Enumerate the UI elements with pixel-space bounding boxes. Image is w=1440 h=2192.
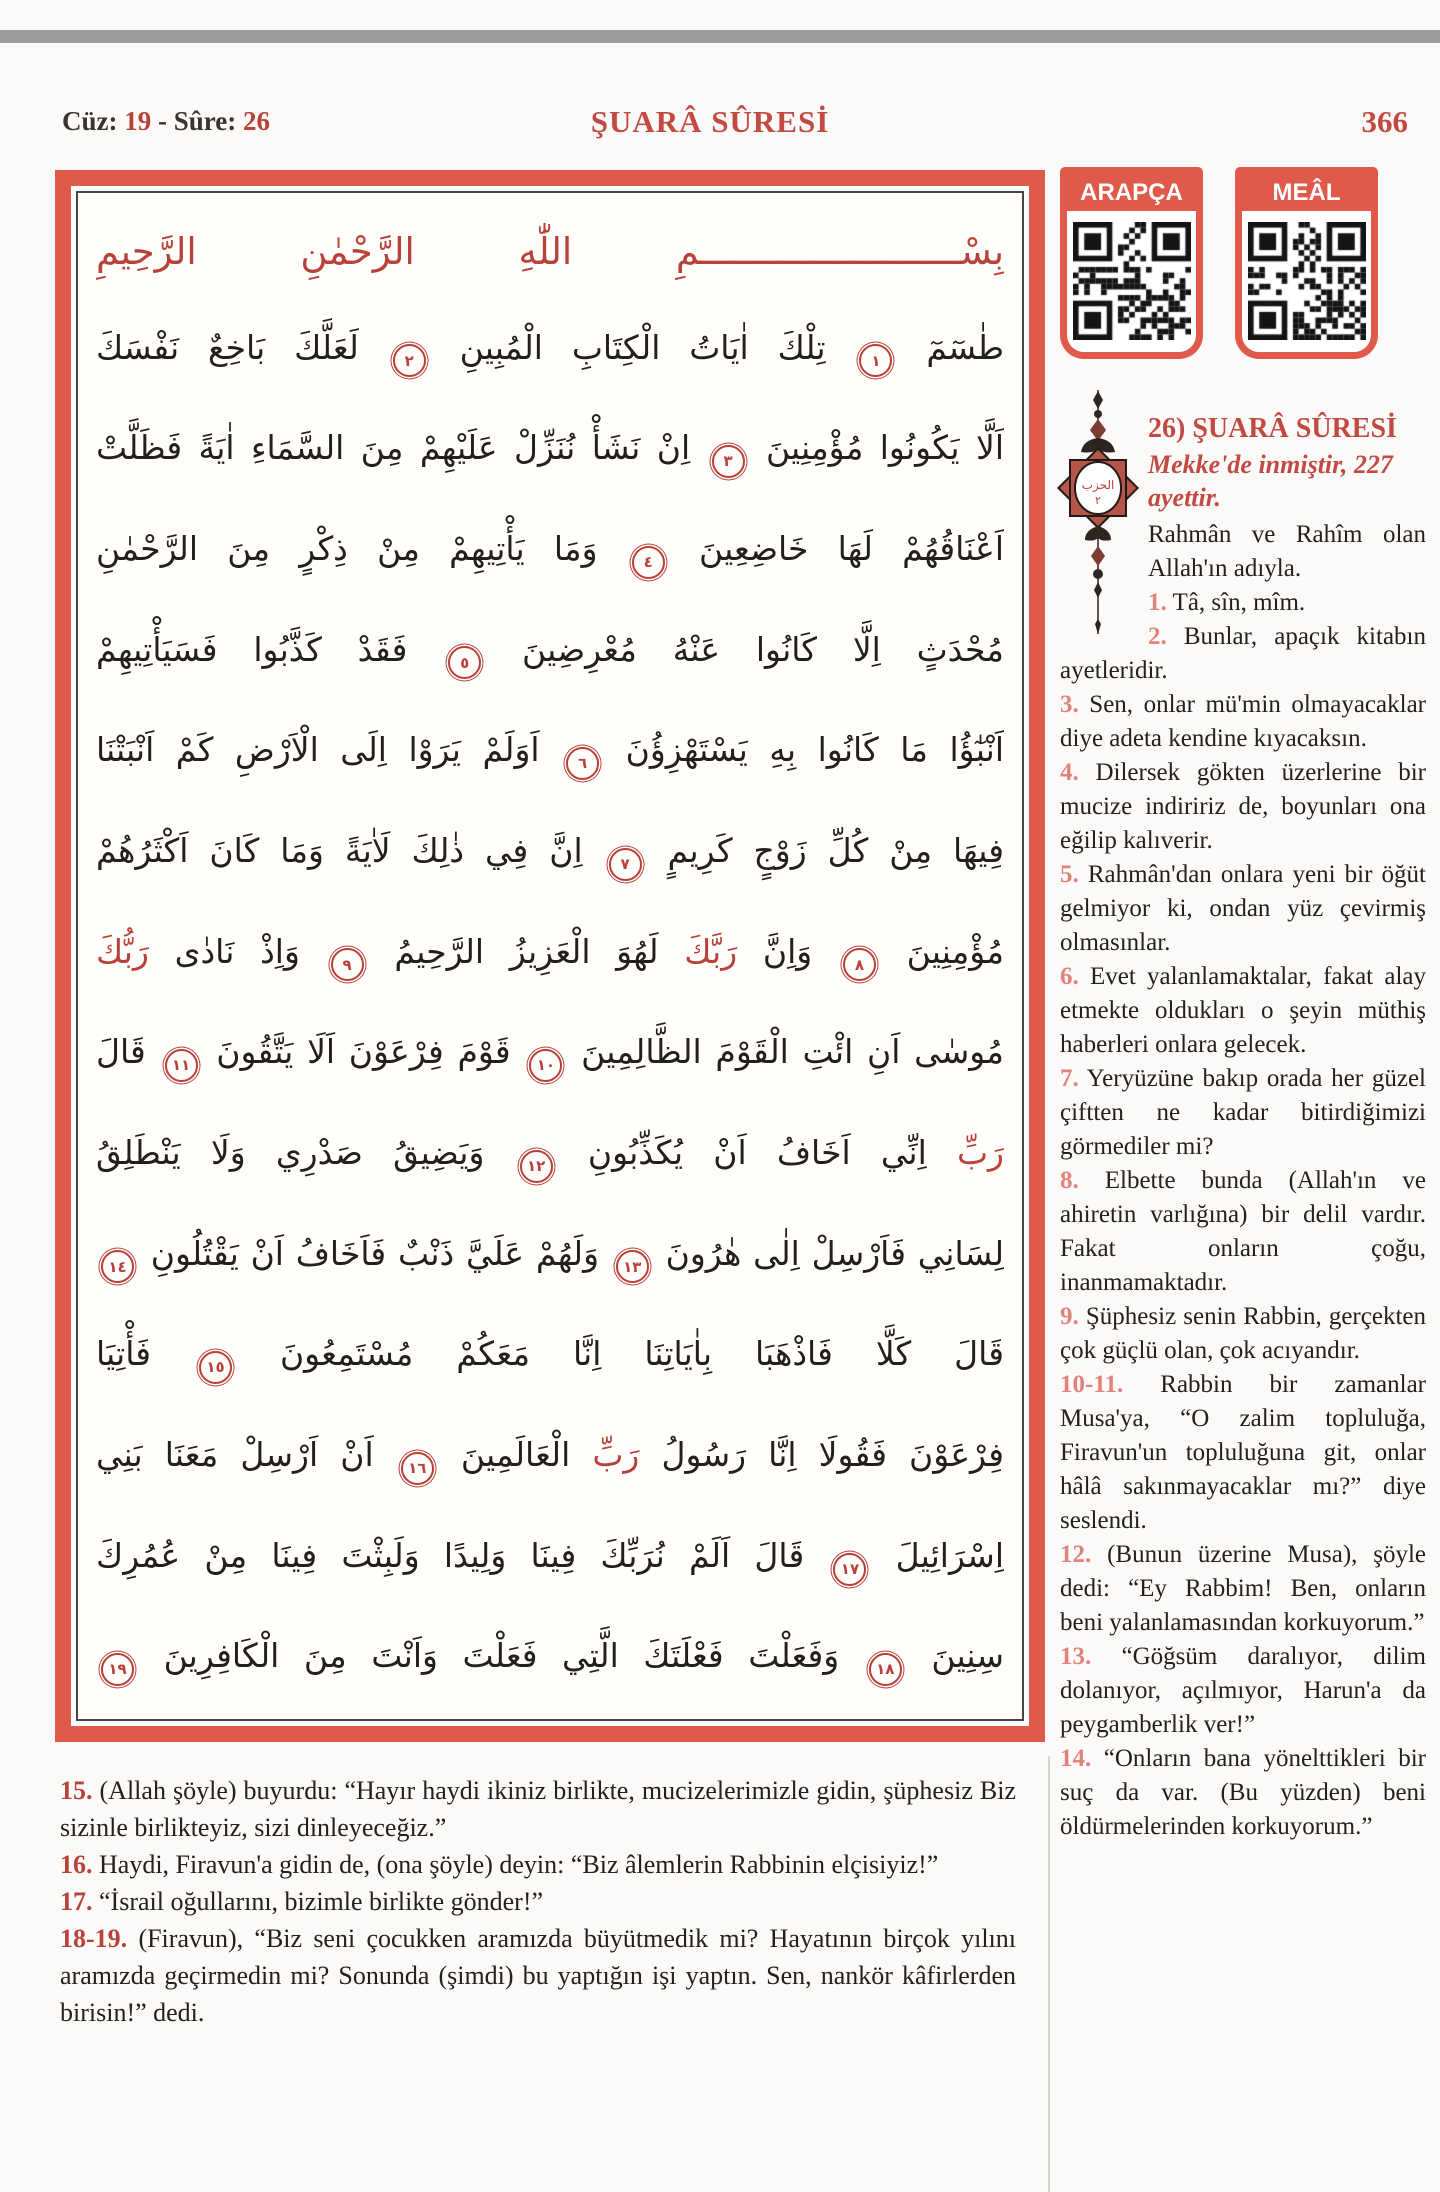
verse-number: 9. <box>1060 1303 1079 1330</box>
sure-value: 26 <box>243 106 271 136</box>
verse-number-marker: ٦ <box>566 747 599 780</box>
arabic-line-row <box>96 1510 1004 1611</box>
verse-number-marker: ١٠ <box>529 1049 562 1082</box>
translation-paragraph: 16. Haydi, Firavun'a gidin de, (ona şöyle) deyin: “Biz âlemlerin Rabbinin elçisiyiz!” <box>60 1850 939 1879</box>
translation-paragraph: 17. “İsrail oğullarını, bizimle birlikte gönder!” <box>60 1887 544 1916</box>
cuz-label: Cüz: <box>62 106 118 136</box>
translation-sidebar <box>1060 412 1426 1844</box>
verse-number-marker: ٧ <box>609 848 642 881</box>
translation-paragraph: 6. Evet yalanlamaktalar, fakat alay etmekte oldukları o şeyin müthiş haberleri onlara gelecek. <box>1060 963 1426 1058</box>
hizb-ornament-graphic <box>1054 386 1142 638</box>
arabic-text-segment: اَوَلَمْ يَرَوْا اِلَى الْاَرْضِ كَمْ اَنْبَتْنَا <box>96 730 540 770</box>
verse-number-marker: ٢ <box>393 344 426 377</box>
bottom-translation-block <box>60 1772 1016 2031</box>
sidebar-verse-list <box>1060 586 1426 1844</box>
arabic-line-row <box>96 1610 1004 1711</box>
arabic-line <box>96 1132 1004 1183</box>
qr-button-meal[interactable] <box>1235 167 1378 359</box>
hizb-medallion-text: الحزب <box>1081 478 1115 492</box>
arabic-text-segment: قَالَ <box>96 1032 146 1072</box>
translation-paragraph: 2. Bunlar, apaçık kitabın ayetleridir. <box>1060 623 1426 684</box>
quran-text-frame <box>55 170 1045 1742</box>
arabic-text-segment: وَلَهُمْ عَلَيَّ ذَنْبٌ فَاَخَافُ اَنْ يَقْتُلُونِ <box>150 1233 600 1273</box>
arabic-text-segment: مُؤْمِنِينَ <box>906 931 1004 971</box>
arabic-text-segment: مُوسٰى اَنِ ائْتِ الْقَوْمَ الظَّالِمِينَ <box>581 1032 1004 1072</box>
verse-number: 7. <box>1060 1065 1079 1092</box>
arabic-line-row <box>96 805 1004 906</box>
arabic-text-segment: فِرْعَوْنَ فَقُولَا اِنَّا رَسُولُ <box>661 1434 1004 1474</box>
arabic-text-segment: الْعَالَمِينَ <box>460 1434 571 1474</box>
arabic-line-row <box>96 604 1004 705</box>
verse-number: 5. <box>1060 861 1079 888</box>
verse-number-marker: ١٨ <box>869 1653 902 1686</box>
sidebar-bismillah: Rahmân ve Rahîm olan Allah'ın adıyla. <box>1148 521 1426 582</box>
arabic-line <box>96 427 1004 478</box>
arabic-text-segment: وَمَا يَأْتِيهِمْ مِنْ ذِكْرٍ مِنَ الرَّحْمٰنِ <box>96 528 598 568</box>
arabic-text-segment: سِنِينَ <box>931 1636 1004 1676</box>
verse-number-marker: ٨ <box>843 948 876 981</box>
header-separator: - <box>158 106 167 136</box>
verse-number-marker: ١٣ <box>616 1250 649 1283</box>
arabic-text-segment: رَبَّكَ <box>684 931 738 971</box>
verse-number-marker: ١٩ <box>101 1653 134 1686</box>
arabic-text-segment: اِنَّ فِي ذٰلِكَ لَاٰيَةً وَمَا كَانَ اَكْثَرُهُمْ <box>96 830 583 870</box>
verse-number: 3. <box>1060 691 1079 718</box>
arabic-text-segment: مُحْدَثٍ اِلَّا كَانُوا عَنْهُ مُعْرِضِينَ <box>522 629 1004 669</box>
qr-button-arapca-label: ARAPÇA <box>1067 174 1196 211</box>
arabic-line <box>96 327 1004 378</box>
arabic-text-segment: اَلَّا يَكُونُوا مُؤْمِنِينَ <box>765 428 1004 468</box>
translation-paragraph: 3. Sen, onlar mü'min olmayacaklar diye adeta kendine kıyacaksın. <box>1060 691 1426 752</box>
hizb-medallion-number: ٢ <box>1095 494 1101 507</box>
translation-paragraph: 13. “Göğsüm daralıyor, dilim dolanıyor, açılmıyor, Harun'a da peygamberlik ver!” <box>1060 1643 1426 1738</box>
arabic-text-segment: اِنْ نَشَأْ نُنَزِّلْ عَلَيْهِمْ مِنَ السَّمَاءِ اٰيَةً فَظَلَّتْ <box>96 428 691 468</box>
arabic-line <box>96 1333 1004 1384</box>
translation-paragraph: 5. Rahmân'dan onlara yeni bir öğüt gelmiyor ki, ondan yüz çevirmiş olmasınlar. <box>1060 861 1426 956</box>
arabic-text-segment: فَقَدْ كَذَّبُوا فَسَيَأْتِيهِمْ <box>96 629 408 669</box>
verse-number-marker: ١٤ <box>101 1250 134 1283</box>
verse-number: 2. <box>1148 623 1167 650</box>
top-divider-bar <box>0 30 1440 43</box>
verse-number-marker: ١٥ <box>199 1351 232 1384</box>
cuz-value: 19 <box>124 106 152 136</box>
qr-button-row <box>1060 167 1428 359</box>
arabic-text-segment: اِسْرَائِيلَ <box>895 1535 1004 1575</box>
sidebar-surah-heading: 26) ŞUARÂ SÛRESİ <box>1148 413 1397 444</box>
juz-sura-indicator <box>62 106 270 137</box>
arabic-line-row <box>96 1208 1004 1309</box>
arabic-text-segment: رَبِّ <box>956 1132 1004 1172</box>
arabic-text-segment: اِنِّي اَخَافُ اَنْ يُكَذِّبُونِ <box>587 1132 927 1172</box>
sidebar-surah-subtitle: Mekke'de inmiştir, 227 ayettir. <box>1148 450 1393 512</box>
arabic-line-row <box>96 1006 1004 1107</box>
arabic-line <box>96 1635 1004 1686</box>
arabic-text-segment: فَأْتِيَا <box>96 1334 152 1374</box>
translation-paragraph: 9. Şüphesiz senin Rabbin, gerçekten çok güçlü olan, çok acıyandır. <box>1060 1303 1426 1364</box>
meal-qr-code <box>1242 211 1371 351</box>
translation-paragraph: 1. Tâ, sîn, mîm. <box>1148 589 1306 616</box>
arabic-line-row <box>96 1409 1004 1510</box>
arabic-text-segment: قَالَ اَلَمْ نُرَبِّكَ فِينَا وَلِيدًا وَلَبِثْتَ فِينَا مِنْ عُمُرِكَ <box>96 1535 805 1575</box>
arabic-line <box>96 729 1004 780</box>
verse-number-marker: ٣ <box>712 445 745 478</box>
arapca-qr-code <box>1067 211 1196 351</box>
arabic-text-segment: لَعَلَّكَ بَاخِعٌ نَفْسَكَ <box>96 327 359 367</box>
quran-text-inner-border <box>76 191 1024 1721</box>
arabic-text-segment: فِيهَا مِنْ كُلِّ زَوْجٍ كَرِيمٍ <box>667 830 1004 870</box>
arabic-text-segment: اَنْبٰٓؤُا مَا كَانُوا بِهِ يَسْتَهْزِؤُنَ <box>625 730 1004 770</box>
verse-number: 8. <box>1060 1167 1079 1194</box>
verse-number-marker: ١ <box>859 344 892 377</box>
verse-number: 14. <box>1060 1745 1092 1772</box>
arabic-line <box>96 1031 1004 1082</box>
hizb-ornament <box>1054 386 1142 638</box>
page-title: ŞUARÂ SÛRESİ <box>590 104 830 139</box>
arabic-text-segment: رَبِّ <box>592 1434 640 1474</box>
verse-number-marker: ١٧ <box>833 1553 866 1586</box>
arabic-text-segment: اَعْنَاقُهُمْ لَهَا خَاضِعِينَ <box>698 528 1004 568</box>
verse-number: 15. <box>60 1776 93 1805</box>
arabic-text-segment: وَيَضِيقُ صَدْرِي وَلَا يَنْطَلِقُ <box>96 1132 485 1172</box>
translation-paragraph: 12. (Bunun üzerine Musa), şöyle dedi: “Ey Rabbim! Ben, onların beni yalanlamasından korkuyorum.” <box>1060 1541 1426 1636</box>
arabic-text-segment: وَفَعَلْتَ فَعْلَتَكَ الَّتِي فَعَلْتَ وَاَنْتَ مِنَ الْكَافِرِينَ <box>163 1636 840 1676</box>
arabic-line-row <box>96 402 1004 503</box>
verse-number-marker: ١٢ <box>520 1150 553 1183</box>
arabic-line <box>96 1233 1004 1284</box>
qr-button-arapca[interactable] <box>1060 167 1203 359</box>
arabic-text-segment: اَنْ اَرْسِلْ مَعَنَا بَنِي <box>96 1434 374 1474</box>
arabic-line-row <box>96 1107 1004 1208</box>
arabic-line-row <box>96 1308 1004 1409</box>
verse-number: 17. <box>60 1887 93 1916</box>
verse-number: 4. <box>1060 759 1079 786</box>
verse-number-marker: ٤ <box>632 546 665 579</box>
sure-label: Sûre: <box>173 106 237 136</box>
arabic-line-row <box>96 503 1004 604</box>
arabic-verse-lines <box>96 201 1004 1711</box>
arabic-line <box>96 629 1004 680</box>
arabic-line-row <box>96 302 1004 403</box>
verse-number: 12. <box>1060 1541 1092 1568</box>
arabic-line <box>96 1434 1004 1485</box>
translation-paragraph: 7. Yeryüzüne bakıp orada her güzel çiftten ne kadar bitirdiğimizi görmediler mi? <box>1060 1065 1426 1160</box>
arabic-line <box>96 1535 1004 1586</box>
page-number: 366 <box>1361 104 1408 139</box>
arabic-line <box>96 528 1004 579</box>
basmala-line: بِسْــــــــــــــــــــــــمِ اللّٰهِ الرَّحْمٰنِ الرَّحِيمِ <box>96 229 1004 273</box>
arabic-text-segment: وَاِذْ نَادٰى <box>174 931 300 971</box>
column-divider <box>1048 1756 1050 2192</box>
arabic-line <box>96 830 1004 881</box>
verse-number: 1. <box>1148 589 1167 616</box>
arabic-text-segment: قَوْمَ فِرْعَوْنَ اَلَا يَتَّقُونَ <box>216 1032 511 1072</box>
translation-paragraph: 10-11. Rabbin bir zamanlar Musa'ya, “O zalim topluluğa, Firavun'un topluluğuna git, onlar hâlâ sakınmayacaklar mı?” diye seslendi. <box>1060 1371 1426 1534</box>
arabic-text-segment: تِلْكَ اٰيَاتُ الْكِتَابِ الْمُبِينِ <box>459 327 826 367</box>
translation-paragraph: 8. Elbette bunda (Allah'ın ve ahiretin varlığına) bir delil vardır. Fakat onların çoğu, inanmamaktadır. <box>1060 1167 1426 1296</box>
arabic-line-row <box>96 704 1004 805</box>
qr-button-meal-label: MEÂL <box>1242 174 1371 211</box>
arabic-text-segment: لِسَانِي فَاَرْسِلْ اِلٰى هٰرُونَ <box>665 1233 1004 1273</box>
verse-number: 18-19. <box>60 1924 128 1953</box>
arabic-text-segment: لَهُوَ الْعَزِيزُ الرَّحِيمُ <box>394 931 659 971</box>
translation-paragraph: 18-19. (Firavun), “Biz seni çocukken aramızda büyütmedik mi? Hayatının birçok yılını aramızda geçirmedin mi? Sonunda (şimdi) bu yaptığın işi yaptın. Sen, nankör kâfirlerden birisin!” dedi. <box>60 1924 1016 2027</box>
basmala-row <box>96 201 1004 302</box>
arabic-text-segment: رَبُّكَ <box>96 931 149 971</box>
arabic-text-segment: وَاِنَّ <box>762 931 813 971</box>
arabic-line-row <box>96 906 1004 1007</box>
verse-number: 16. <box>60 1850 93 1879</box>
verse-number-marker: ٥ <box>448 646 481 679</box>
verse-number: 6. <box>1060 963 1079 990</box>
verse-number: 13. <box>1060 1643 1092 1670</box>
arabic-line <box>96 931 1004 982</box>
verse-number-marker: ١١ <box>165 1049 198 1082</box>
verse-number-marker: ١٦ <box>401 1452 434 1485</box>
arabic-text-segment: قَالَ كَلَّا فَاذْهَبَا بِاٰيَاتِنَا اِنَّا مَعَكُمْ مُسْتَمِعُونَ <box>279 1334 1004 1374</box>
verse-number: 10-11. <box>1060 1371 1124 1398</box>
translation-paragraph: 14. “Onların bana yönelttikleri bir suç da var. (Bu yüzden) beni öldürmelerinden korkuyorum.” <box>1060 1745 1426 1840</box>
verse-number-marker: ٩ <box>331 948 364 981</box>
translation-paragraph: 4. Dilersek gökten üzerlerine bir mucize indiririz de, boyunları ona eğilip kalıverir. <box>1060 759 1426 854</box>
arabic-text-segment: طٰسٓمٓ <box>926 327 1004 367</box>
translation-paragraph: 15. (Allah şöyle) buyurdu: “Hayır haydi ikiniz birlikte, mucizelerimizle gidin, şüphesiz Biz sizinle birlikteyiz, sizi dinleyeceğiz.” <box>60 1776 1016 1842</box>
